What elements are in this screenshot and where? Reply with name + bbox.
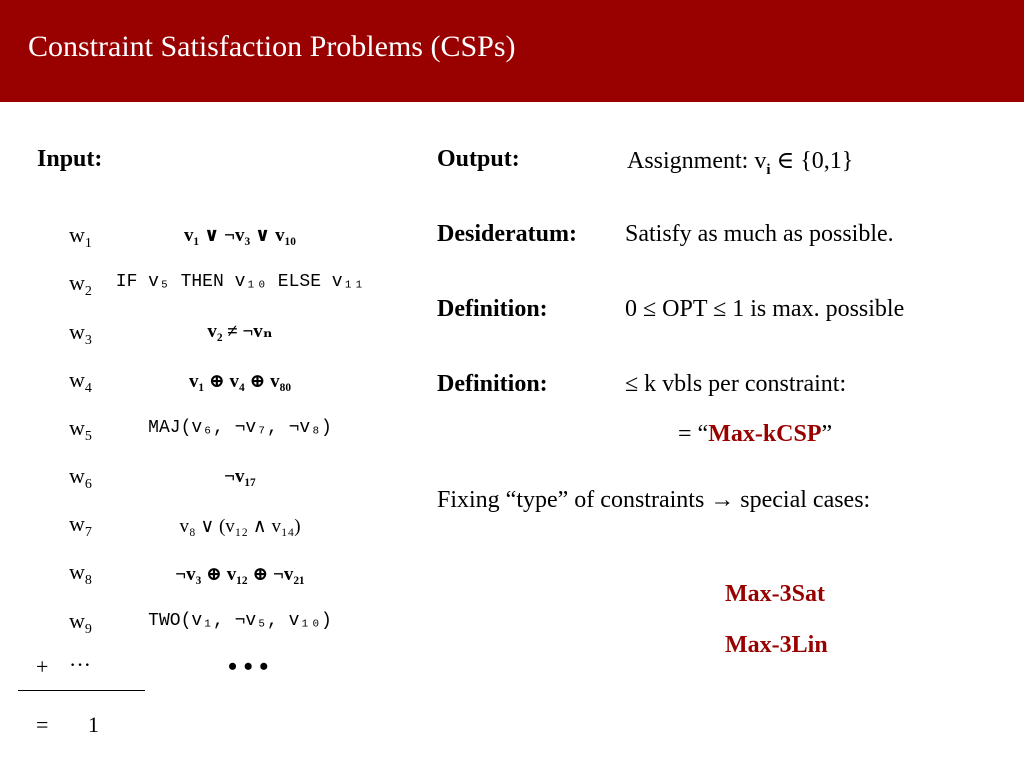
special-case-max-3sat: Max-3Sat [725,581,825,607]
output-label: Output: [437,146,520,172]
definition-text: 0 ≤ OPT ≤ 1 is max. possible [625,296,905,322]
special-case-max-3lin: Max-3Lin [725,632,828,658]
constraint-formula: MAJ(v₆, ¬v₇, ¬v₈) [148,418,332,438]
weight-total: 1 [88,712,99,737]
definition-label: Definition: [437,371,548,397]
sum-rule [18,690,145,691]
weight-label: $w_5$ [69,415,92,444]
weight-label: $w_3$ [69,319,92,348]
desideratum-label: Desideratum: [437,221,577,247]
plus-sign: + [36,654,49,679]
weight-label: $w_2$ [69,270,92,299]
weight-label: $w_8$ [69,559,92,588]
definition-label: Definition: [437,296,548,322]
weight-label: $w_6$ [69,463,92,492]
desideratum-text: Satisfy as much as possible. [625,221,894,247]
constraint-formula: v₂ ≠ ¬vₙ [207,321,273,342]
slide-title: Constraint Satisfaction Problems (CSPs) [28,30,516,63]
constraint-formula: v₈ ∨ (v₁₂ ∧ v₁₄) [179,516,301,537]
equals-sign: = [36,712,49,737]
constraint-formula: v₁ ⊕ v₄ ⊕ v₈₀ [188,371,292,392]
weight-label: $w_1$ [69,222,92,251]
input-label: Input: [37,146,103,172]
title-bar [0,0,1024,102]
plus-ellipsis: ··· [69,652,91,677]
fixing-text: Fixing “type” of constraints → special cases: [437,487,871,513]
weight-label: $w_4$ [69,367,92,396]
weight-label: $w_7$ [69,511,92,540]
constraint-formula: ¬v₃ ⊕ v₁₂ ⊕ ¬v₂₁ [175,564,305,585]
definition-text: ≤ k vbls per constraint: [625,371,847,397]
constraint-formula: v₁ ∨ ¬v₃ ∨ v₁₀ [184,225,296,246]
max-kcsp-definition: = “Max-kCSP” [678,421,833,447]
weight-label: $w_9$ [69,608,92,637]
constraint-ellipsis: • • • [228,652,269,681]
constraint-formula: IF v₅ THEN v₁₀ ELSE v₁₁ [115,272,365,292]
constraint-formula: TWO(v₁, ¬v₅, v₁₀) [148,611,332,631]
constraint-formula: ¬v₁₇ [224,466,256,487]
output-text: Assignment: $v_i$ ∈ {0,1} [627,148,854,178]
